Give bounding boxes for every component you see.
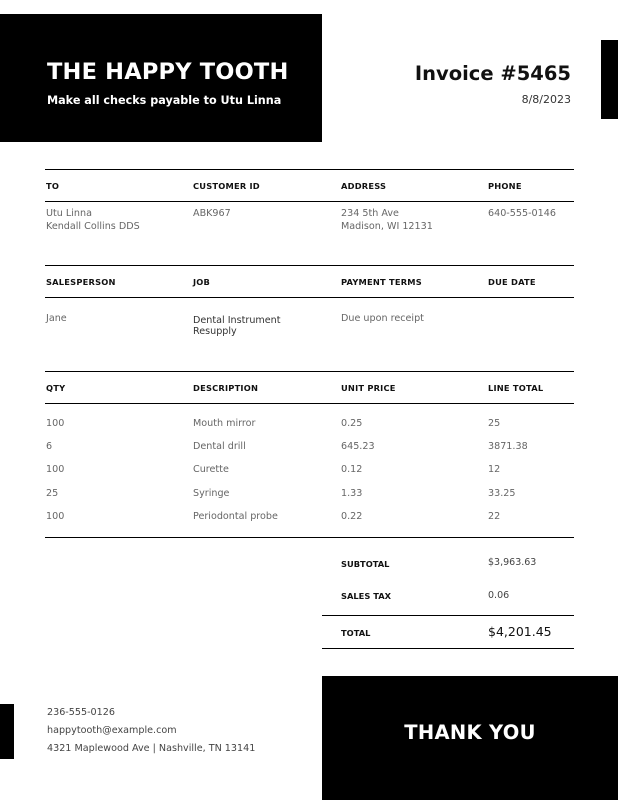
decorative-bar-left <box>0 704 14 759</box>
header-customer-id: CUSTOMER ID <box>193 181 260 191</box>
item-line-total: 3871.38 <box>488 441 528 452</box>
header-banner <box>0 14 322 142</box>
header-unit-price: UNIT PRICE <box>341 383 396 393</box>
item-line-total: 22 <box>488 511 501 522</box>
header-payment-terms: PAYMENT TERMS <box>341 277 422 287</box>
item-qty: 25 <box>46 488 59 499</box>
item-line-total: 25 <box>488 418 501 429</box>
job-section <box>45 265 574 345</box>
subtotal-value: $3,963.63 <box>488 557 537 568</box>
header-description: DESCRIPTION <box>193 383 259 393</box>
payment-terms-value: Due upon receipt <box>341 313 424 324</box>
header-line-total: LINE TOTAL <box>488 383 544 393</box>
items-section <box>45 371 574 541</box>
item-qty: 100 <box>46 511 65 522</box>
customer-section <box>45 169 574 239</box>
header-job: JOB <box>193 277 211 287</box>
thank-you-banner <box>322 676 618 800</box>
footer-email: happytooth@example.com <box>47 725 177 736</box>
header-salesperson: SALESPERSON <box>46 277 116 287</box>
thank-you-text: THANK YOU <box>404 721 536 744</box>
total-value: $4,201.45 <box>488 624 552 639</box>
company-subtitle: Make all checks payable to Utu Linna <box>47 94 282 107</box>
item-qty: 100 <box>46 464 65 475</box>
totals-section <box>322 537 574 652</box>
divider <box>45 403 574 404</box>
job-line-2: Resupply <box>193 326 237 337</box>
divider <box>45 371 574 372</box>
header-qty: QTY <box>46 383 66 393</box>
divider <box>322 615 574 616</box>
item-description: Syringe <box>193 488 230 499</box>
item-qty: 6 <box>46 441 53 452</box>
to-company: Kendall Collins DDS <box>46 221 140 232</box>
divider <box>45 169 574 170</box>
item-unit-price: 645.23 <box>341 441 375 452</box>
item-description: Mouth mirror <box>193 418 256 429</box>
item-description: Curette <box>193 464 229 475</box>
item-line-total: 12 <box>488 464 501 475</box>
item-unit-price: 0.22 <box>341 511 363 522</box>
address-line-1: 234 5th Ave <box>341 208 399 219</box>
address-line-2: Madison, WI 12131 <box>341 221 433 232</box>
item-unit-price: 1.33 <box>341 488 363 499</box>
salesperson-value: Jane <box>46 313 67 324</box>
item-description: Dental drill <box>193 441 246 452</box>
invoice-date: 8/8/2023 <box>521 93 571 106</box>
footer-phone: 236-555-0126 <box>47 707 115 718</box>
item-unit-price: 0.12 <box>341 464 363 475</box>
company-name: THE HAPPY TOOTH <box>47 59 289 85</box>
invoice-title: Invoice #5465 <box>414 62 571 85</box>
item-qty: 100 <box>46 418 65 429</box>
subtotal-label: SUBTOTAL <box>341 559 390 569</box>
footer-address: 4321 Maplewood Ave | Nashville, TN 13141 <box>47 743 256 754</box>
divider <box>45 201 574 202</box>
header-address: ADDRESS <box>341 181 387 191</box>
item-unit-price: 0.25 <box>341 418 363 429</box>
customer-id-value: ABK967 <box>193 208 231 219</box>
sales-tax-value: 0.06 <box>488 590 510 601</box>
header-due-date: DUE DATE <box>488 277 536 287</box>
divider <box>45 265 574 266</box>
phone-value: 640-555-0146 <box>488 208 556 219</box>
to-name: Utu Linna <box>46 208 92 219</box>
divider <box>322 648 574 649</box>
decorative-bar-right <box>601 40 618 119</box>
sales-tax-label: SALES TAX <box>341 591 392 601</box>
item-line-total: 33.25 <box>488 488 516 499</box>
header-to: TO <box>46 181 60 191</box>
item-description: Periodontal probe <box>193 511 278 522</box>
total-label: TOTAL <box>341 628 371 638</box>
job-line-1: Dental Instrument <box>193 315 281 326</box>
divider <box>45 297 574 298</box>
header-phone: PHONE <box>488 181 522 191</box>
